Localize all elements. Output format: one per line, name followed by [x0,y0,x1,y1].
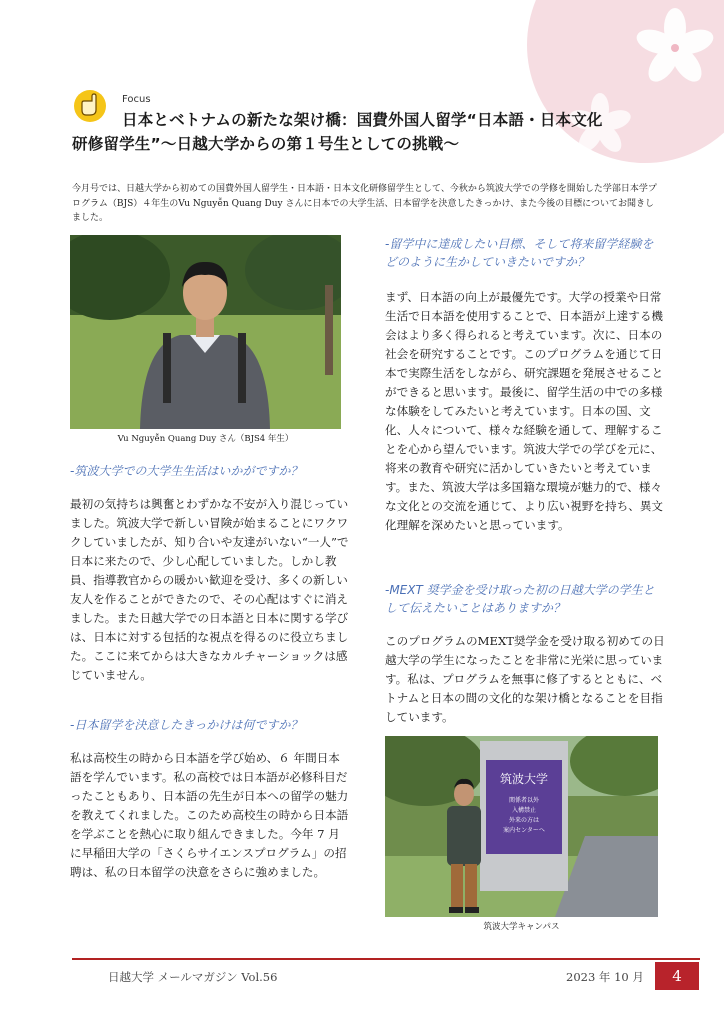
footer-date: 2023 年 10 月 [566,970,644,984]
answer-study-abroad-reason: 私は高校生の時から日本語を学び始め、６ 年間日本語を学んでいます。私の高校では日本語が必修科目だったこともあり、日本語の先生が日本への留学の魅力を教えてくれました。このため高校生の時から日本語を学ぶことを熱心に取り組んできました。今年 7 月に早稲田大学の「さくらサイエンスプログラム」の招聘は、私の日本留学の決意をさらに強めました。 [70,751,349,879]
sign-line-4: 案内センターへ [503,827,545,834]
answer-goals: まず、日本語の向上が最優先です。大学の授業や日常生活で日本語を使用することで、日本語が上達する機会はより多く得られると考えています。次に、日本の社会を研究することです。このプログラムを通じて日本で実際生活をしながら、研究課題を発展させることができると思います。最後に、留学生活の中での多様な体験をしてみたいと考えています。日本の国、文化、人々について、様々な経験を通して、理解することを心から望んでいます。筑波大学での学びを元に、将来の教育や研究に活かしていきたいと考えています。また、筑波大学は多国籍な環境が魅力的で、様々な文化との交流を通じて、より広い視野を持ち、異文化理解を深めたいと思っています。 [385,290,664,532]
question-goals: -留学中に達成したい目標、そして将来留学経験をどのように生かしていきたいですか？ [385,237,654,269]
portrait-caption: Vu Nguyễn Quang Duy さん（BJS4 年生） [117,434,294,444]
footer-divider [72,958,700,960]
question-mext-scholarship: -MEXT 奨学金を受け取った初の日越大学の学生として伝えたいことはありますか？ [385,583,655,615]
title-line-1: 日本とベトナムの新たな架け橋：国費外国人留学“日本語・日本文化 [122,111,603,129]
focus-label: Focus [122,94,151,105]
sign-line-1: 関係者以外 [508,797,540,804]
sign-line-2: 入構禁止 [511,807,537,814]
title-line-2: 研修留学生”～日越大学からの第１号生としての挑戦～ [72,135,460,153]
student-portrait-photo [70,235,341,429]
answer-mext-scholarship: このプログラムのMEXT奨学金を受け取る初めての日越大学の学生になったことを非常に光栄に思っています。私は、プログラムを無事に修了するとともに、ベトナムと日本の間の文化的な架け橋となることを目指しています。 [385,634,665,724]
question-study-abroad-reason: -日本留学を決意したきっかけは何ですか？ [70,718,303,732]
intro-paragraph: 今月号では、日越大学から初めての国費外国人留学生・日本語・日本文化研修留学生として、今秋から筑波大学での学修を開始した学部日本学プログラム（BJS）４年生のVu Nguyễn Quang Duy さんに日本での大学生活、日本留学を決意したきっかけ、また今後の目標についてお聞きしました。 [72,184,657,223]
page-number: 4 [655,962,699,990]
question-campus-life: -筑波大学での大学生生活はいかがですか？ [70,464,303,478]
article-title [72,108,672,156]
sign-title: 筑波大学 [499,772,549,786]
sign-line-3: 外来の方は [508,817,540,824]
campus-sign-photo [385,736,658,917]
answer-campus-life: 最初の気持ちは興奮とわずかな不安が入り混じっていました。筑波大学で新しい冒険が始まることにワクワクしていましたが、知り合いや友達がいない“一人”で日本に来たので、少し心配していました。しかし教員、指導教官からの暖かい歓迎を受け、多くの新しい友人を作ることができたので、その心配はすぐに消えました。また日越大学での日本語と日本に関する学びは、日本に対する包括的な視点を得るのに役立ちました。ここに来てからは大きなカルチャーショックは感じていません。 [70,497,349,682]
campus-caption: 筑波大学キャンパス [483,922,560,932]
footer-publication: 日越大学 メールマガジン Vol.56 [108,970,278,984]
